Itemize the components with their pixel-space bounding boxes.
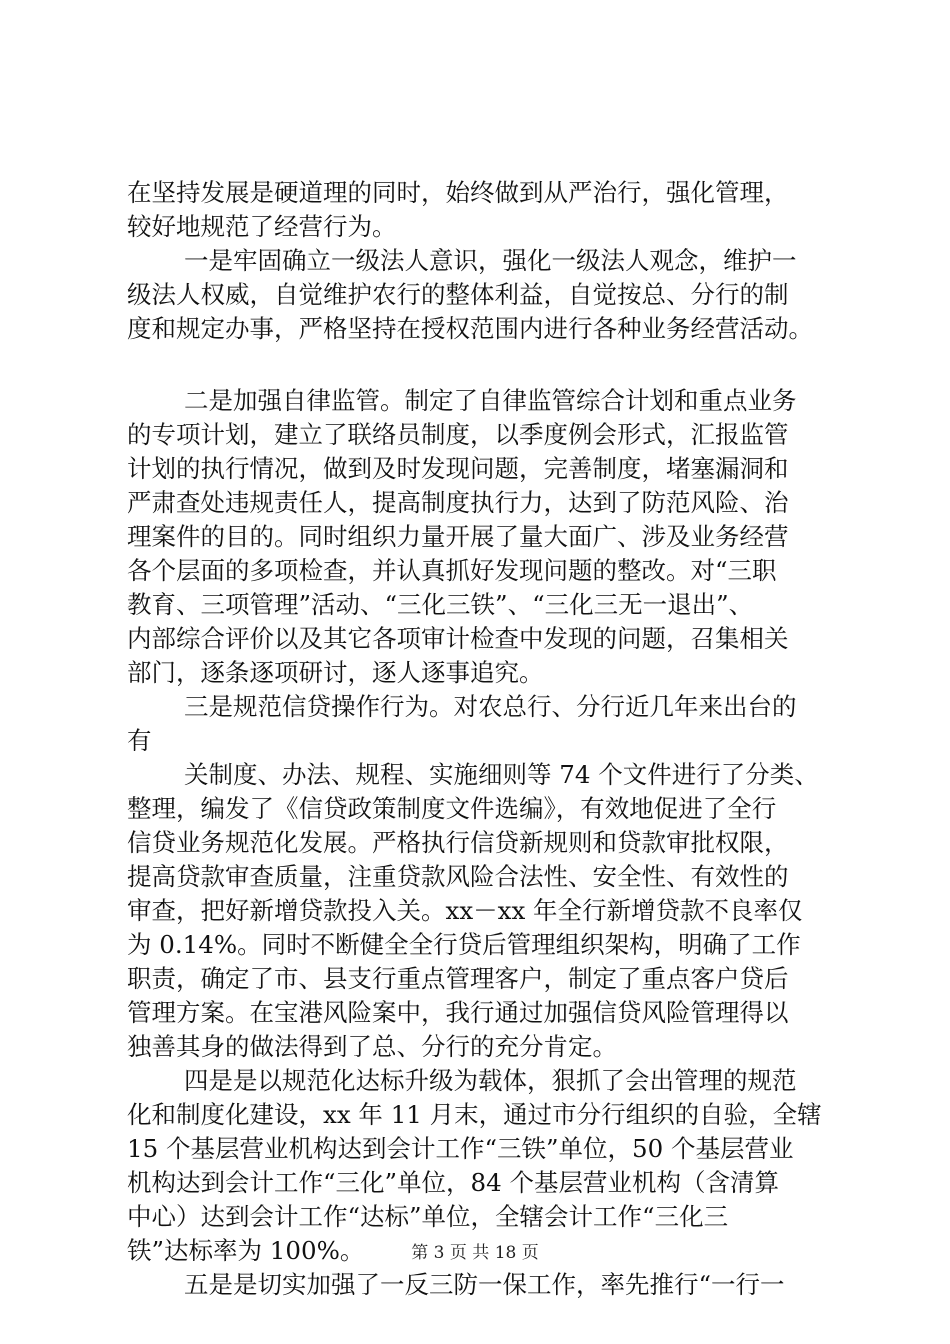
body-line: 中心）达到会计工作“达标”单位，全辖会计工作“三化三 <box>127 1202 729 1231</box>
body-line: 内部综合评价以及其它各项审计检查中发现的问题，召集相关 <box>127 624 789 653</box>
body-line: 提高贷款审查质量，注重贷款风险合法性、安全性、有效性的 <box>127 862 789 891</box>
paragraph-first-line: 四是是以规范化达标升级为载体，狠抓了会出管理的规范 <box>184 1066 797 1095</box>
body-line: 整理，编发了《信贷政策制度文件选编》，有效地促进了全行 <box>127 794 777 823</box>
body-line: 铁”达标率为 100%。 <box>127 1236 365 1265</box>
paragraph-first-line: 二是加强自律监管。制定了自律监管综合计划和重点业务 <box>184 386 797 415</box>
body-line: 独善其身的做法得到了总、分行的充分肯定。 <box>127 1032 617 1061</box>
paragraph-first-line: 一是牢固确立一级法人意识，强化一级法人观念，维护一 <box>184 246 797 275</box>
body-line: 有 <box>127 726 152 755</box>
body-line: 15 个基层营业机构达到会计工作“三铁”单位，50 个基层营业 <box>127 1134 794 1163</box>
body-line: 严肃查处违规责任人，提高制度执行力，达到了防范风险、治 <box>127 488 789 517</box>
body-line: 级法人权威，自觉维护农行的整体利益，自觉按总、分行的制 <box>127 280 789 309</box>
body-line: 较好地规范了经营行为。 <box>127 212 397 241</box>
body-line: 职责，确定了市、县支行重点管理客户，制定了重点客户贷后 <box>127 964 789 993</box>
body-line: 计划的执行情况，做到及时发现问题，完善制度，堵塞漏洞和 <box>127 454 789 483</box>
body-line: 机构达到会计工作“三化”单位，84 个基层营业机构（含清算 <box>127 1168 780 1197</box>
body-line: 化和制度化建设，xx 年 11 月末，通过市分行组织的自验，全辖 <box>127 1100 822 1129</box>
body-line: 理案件的目的。同时组织力量开展了量大面广、涉及业务经营 <box>127 522 789 551</box>
body-line: 度和规定办事，严格坚持在授权范围内进行各种业务经营活动。 <box>127 314 813 343</box>
paragraph-first-line: 三是规范信贷操作行为。对农总行、分行近几年来出台的 <box>184 692 797 721</box>
body-line: 在坚持发展是硬道理的同时，始终做到从严治行，强化管理， <box>127 178 789 207</box>
body-line: 信贷业务规范化发展。严格执行信贷新规则和贷款审批权限， <box>127 828 789 857</box>
body-line: 部门，逐条逐项研讨，逐人逐事追究。 <box>127 658 544 687</box>
body-line: 审查，把好新增贷款投入关。xx－xx 年全行新增贷款不良率仅 <box>127 896 803 925</box>
body-line: 教育、三项管理”活动、“三化三铁”、“三化三无一退出”、 <box>127 590 754 619</box>
paragraph-first-line: 关制度、办法、规程、实施细则等 74 个文件进行了分类、 <box>184 760 819 789</box>
body-line: 各个层面的多项检查，并认真抓好发现问题的整改。对“三职 <box>127 556 777 585</box>
body-line: 管理方案。在宝港风险案中，我行通过加强信贷风险管理得以 <box>127 998 789 1027</box>
page-number-footer: 第 3 页 共 18 页 <box>411 1243 539 1263</box>
body-line: 的专项计划，建立了联络员制度，以季度例会形式，汇报监管 <box>127 420 789 449</box>
body-line: 为 0.14%。同时不断健全全行贷后管理组织架构，明确了工作 <box>127 930 801 959</box>
paragraph-first-line: 五是是切实加强了一反三防一保工作，率先推行“一行一 <box>184 1270 785 1299</box>
